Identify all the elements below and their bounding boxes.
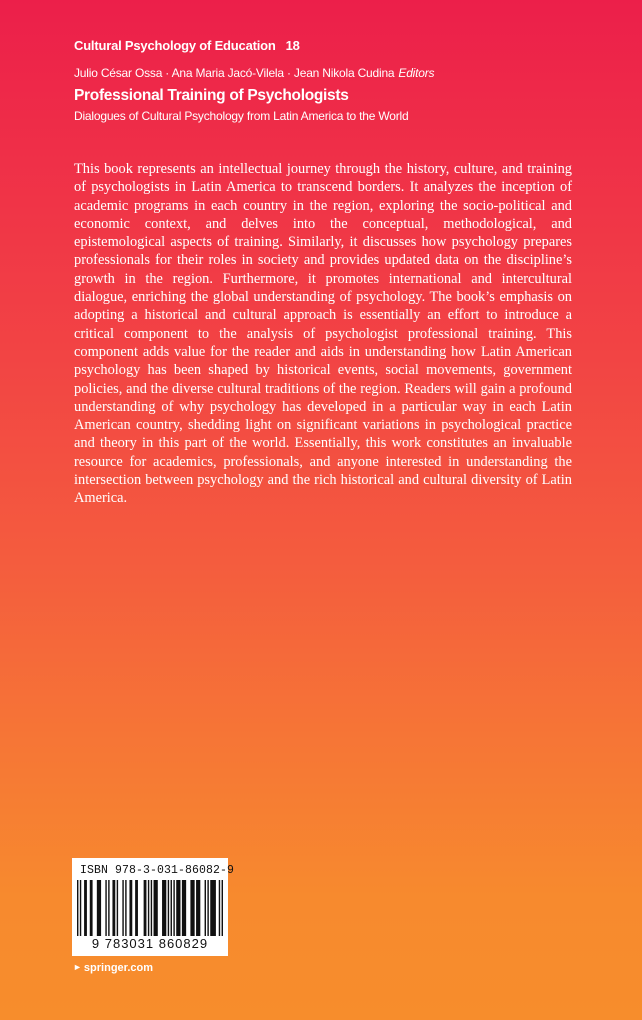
barcode-bar [162, 880, 166, 936]
barcode-bar [117, 880, 118, 936]
back-cover-blurb: This book represents an intellectual journey through the history, culture, and training of psychologists in Latin America to transcend borders. It analyzes the inception of academic programs in each country in the region, exploring the socio-political and economic context, and delves into the conceptual, methodological, and epistemological aspects of training. Similarly, it discusses how psychology prepares professionals for their roles in society and provides updated data on the discipline’s growth in the region. Furthermore, it promotes international and intercultural dialogue, enriching the global understanding of psychology. The book’s emphasis on adopting a historical and cultural approach is essentially an effort to introduce a critical component to the analysis of psychologist professional training. This component adds value for the reader and aids in understanding how Latin American psychology has been shaped by historical events, social movements, government policies, and the diverse cultural traditions of the region. Readers will gain a profound understanding of why psychology has developed in a particular way in each Latin American country, shedding light on significant variations in psychological practice and theory in this part of the world. Essentially, this work constitutes an invaluable resource for academics, professionals, and anyone interested in understanding the intersection between psychology and the rich historical and cultural diversity of Latin America. [74, 161, 572, 507]
barcode-bar [97, 880, 101, 936]
barcode-bar [135, 880, 138, 936]
barcode-bar [151, 880, 152, 936]
barcode-bar [173, 880, 174, 936]
editors-role: Editors [398, 66, 435, 80]
series-line [74, 37, 594, 55]
barcode-bar [112, 880, 115, 936]
cover-header [74, 37, 594, 124]
barcode-bar [210, 880, 216, 936]
editors-line [74, 65, 594, 81]
barcode-bar [190, 880, 194, 936]
barcode-bar [148, 880, 149, 936]
series-name: Cultural Psychology of Education [74, 38, 276, 53]
barcode-bar [90, 880, 93, 936]
book-title: Professional Training of Psychologists [74, 87, 349, 104]
barcode-bar [77, 880, 78, 936]
barcode-bar [168, 880, 169, 936]
barcode-bar [105, 880, 106, 936]
barcode-bar [144, 880, 147, 936]
book-subtitle: Dialogues of Cultural Psychology from Latin America to the World [74, 109, 409, 123]
barcode-digits: 9 783031 860829 [91, 936, 209, 951]
publisher-url: springer.com [83, 962, 153, 974]
barcode-bar [182, 880, 186, 936]
barcode-bar [171, 880, 172, 936]
publisher-link[interactable] [73, 960, 153, 975]
barcode-bar [154, 880, 158, 936]
barcode-bar [122, 880, 123, 936]
barcode-bar [222, 880, 223, 936]
barcode-bar [196, 880, 200, 936]
barcode-bar [84, 880, 87, 936]
barcode-bar [176, 880, 180, 936]
barcode-bar [108, 880, 109, 936]
isbn-label: ISBN 978-3-031-86082-9 [80, 864, 235, 877]
triangle-right-icon: ► [73, 962, 82, 972]
barcode-bar [207, 880, 208, 936]
barcode-bar [219, 880, 220, 936]
barcode-bar [205, 880, 206, 936]
series-number: 18 [285, 38, 300, 53]
isbn-barcode-panel [72, 858, 235, 956]
barcode-bar [129, 880, 132, 936]
barcode-bar [80, 880, 81, 936]
editors-names: Julio César Ossa · Ana Maria Jacó-Vilela · Jean Nikola Cudina [74, 66, 395, 80]
barcode-graphic [76, 880, 224, 938]
barcode-bar [125, 880, 126, 936]
